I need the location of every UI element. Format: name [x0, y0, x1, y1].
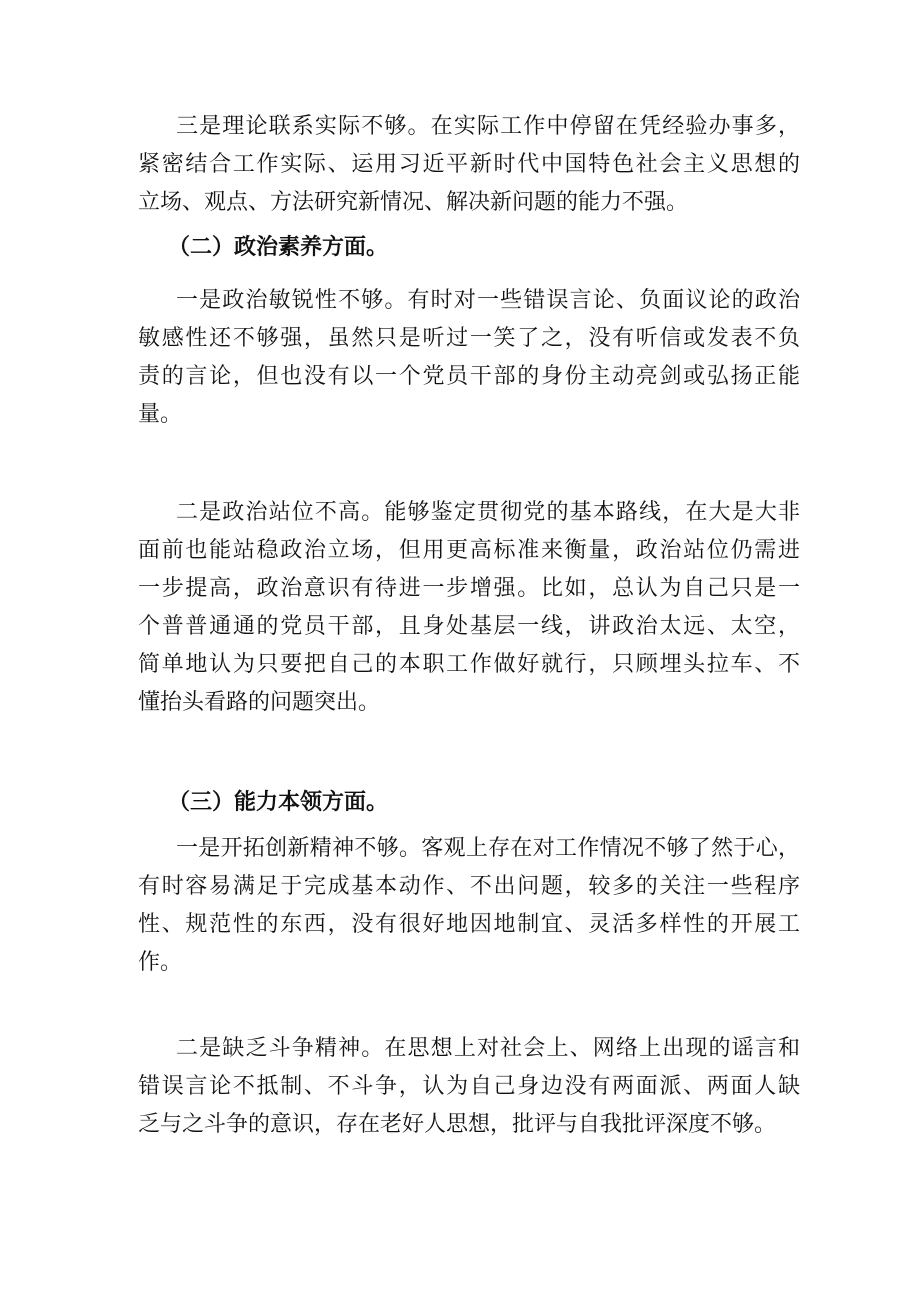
paragraph-line: 简单地认为只要把自己的本职工作做好就行，只顾埋头拉车、不: [138, 652, 800, 677]
paragraph-line: 乏与之斗争的意识，存在老好人思想，批评与自我批评深度不够。: [138, 1112, 777, 1137]
paragraph-line: 一步提高，政治意识有待进一步增强。比如，总认为自己只是一: [138, 576, 800, 601]
paragraph-line: 三是理论联系实际不够。在实际工作中停留在凭经验办事多，: [176, 114, 800, 139]
paragraph-line: 一是政治敏锐性不够。有时对一些错误言论、负面议论的政治: [176, 288, 800, 313]
paragraph-line: 敏感性还不够强，虽然只是听过一笑了之，没有听信或发表不负: [138, 326, 800, 351]
section-heading-ability: （三）能力本领方面。: [168, 790, 389, 815]
paragraph-line: 面前也能站稳政治立场，但用更高标准来衡量，政治站位仍需进: [138, 538, 800, 563]
paragraph-political-stance: [138, 494, 800, 722]
paragraph-line: 立场、观点、方法研究新情况、解决新问题的能力不强。: [138, 190, 689, 215]
paragraph-line: 性、规范性的东西，没有很好地因地制宜、灵活多样性的开展工: [138, 912, 800, 937]
paragraph-line: 有时容易满足于完成基本动作、不出问题，较多的关注一些程序: [138, 874, 800, 899]
paragraph-line: 懂抬头看路的问题突出。: [138, 690, 381, 715]
paragraph-theory-practice: [138, 108, 800, 222]
paragraph-line: 二是缺乏斗争精神。在思想上对社会上、网络上出现的谣言和: [176, 1036, 800, 1061]
paragraph-line: 作。: [138, 950, 183, 975]
paragraph-line: 责的言论，但也没有以一个党员干部的身份主动亮剑或弘扬正能: [138, 364, 800, 389]
paragraph-line: 量。: [138, 402, 183, 427]
paragraph-line: 紧密结合工作实际、运用习近平新时代中国特色社会主义思想的: [138, 152, 800, 177]
paragraph-line: 二是政治站位不高。能够鉴定贯彻党的基本路线，在大是大非: [176, 500, 800, 525]
paragraph-line: 个普普通通的党员干部，且身处基层一线，讲政治太远、太空，: [138, 614, 800, 639]
paragraph-fighting-spirit: [138, 1030, 800, 1144]
paragraph-line: 一是开拓创新精神不够。客观上存在对工作情况不够了然于心，: [176, 836, 800, 861]
paragraph-line: 错误言论不抵制、不斗争，认为自己身边没有两面派、两面人缺: [138, 1074, 800, 1099]
section-heading-political-literacy: （二）政治素养方面。: [168, 235, 389, 260]
paragraph-political-sensitivity: [138, 282, 800, 434]
paragraph-innovation: [138, 830, 800, 982]
